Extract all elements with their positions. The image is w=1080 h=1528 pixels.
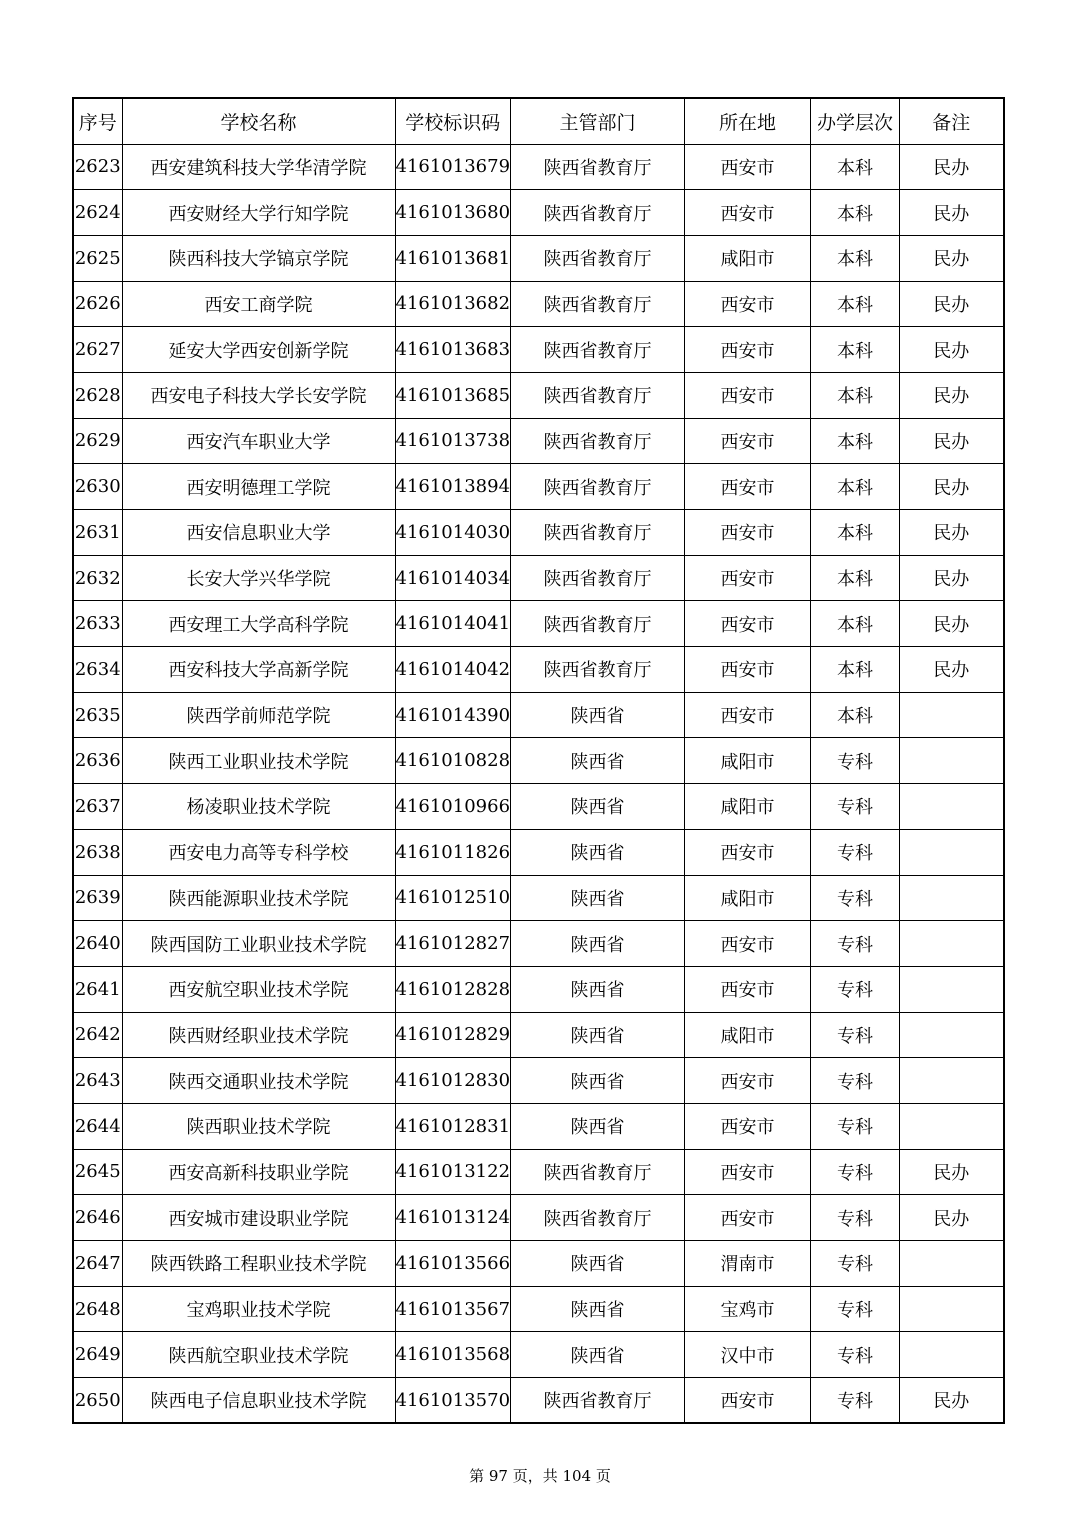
cell-school-name: 西安电子科技大学长安学院 (122, 372, 395, 418)
cell-location: 咸阳市 (685, 784, 811, 830)
cell-school-name: 西安城市建设职业学院 (122, 1195, 395, 1241)
table-row (73, 738, 1004, 784)
cell-location: 西安市 (685, 281, 811, 327)
cell-remark: 民办 (900, 601, 1004, 647)
cell-level: 本科 (811, 464, 900, 510)
cell-remark: 民办 (900, 555, 1004, 601)
cell-remark (900, 1332, 1004, 1378)
cell-level: 本科 (811, 144, 900, 190)
cell-seq: 2638 (73, 829, 122, 875)
cell-seq: 2630 (73, 464, 122, 510)
cell-location: 西安市 (685, 601, 811, 647)
cell-department: 陕西省教育厅 (511, 372, 685, 418)
cell-location: 西安市 (685, 1149, 811, 1195)
cell-level: 专科 (811, 1103, 900, 1149)
cell-location: 汉中市 (685, 1332, 811, 1378)
cell-school-name: 陕西能源职业技术学院 (122, 875, 395, 921)
cell-school-code: 4161013567 (395, 1286, 511, 1332)
cell-school-code: 4161012510 (395, 875, 511, 921)
cell-location: 宝鸡市 (685, 1286, 811, 1332)
cell-department: 陕西省 (511, 692, 685, 738)
table-header-row (73, 98, 1004, 144)
table-row (73, 1332, 1004, 1378)
cell-school-code: 4161012828 (395, 966, 511, 1012)
table-row (73, 190, 1004, 236)
cell-seq: 2645 (73, 1149, 122, 1195)
cell-school-code: 4161014042 (395, 647, 511, 693)
cell-school-name: 西安建筑科技大学华清学院 (122, 144, 395, 190)
cell-school-name: 西安电力高等专科学校 (122, 829, 395, 875)
cell-remark: 民办 (900, 464, 1004, 510)
cell-level: 专科 (811, 921, 900, 967)
cell-school-code: 4161010966 (395, 784, 511, 830)
cell-level: 专科 (811, 1378, 900, 1424)
cell-department: 陕西省教育厅 (511, 647, 685, 693)
table-row (73, 1149, 1004, 1195)
cell-department: 陕西省 (511, 1058, 685, 1104)
table-row (73, 784, 1004, 830)
cell-department: 陕西省 (511, 829, 685, 875)
cell-remark: 民办 (900, 190, 1004, 236)
cell-seq: 2643 (73, 1058, 122, 1104)
cell-seq: 2640 (73, 921, 122, 967)
cell-level: 专科 (811, 784, 900, 830)
table-row (73, 144, 1004, 190)
cell-school-name: 西安高新科技职业学院 (122, 1149, 395, 1195)
cell-seq: 2649 (73, 1332, 122, 1378)
cell-school-code: 4161013683 (395, 327, 511, 373)
table-row (73, 327, 1004, 373)
table-row (73, 1058, 1004, 1104)
cell-department: 陕西省 (511, 1286, 685, 1332)
cell-school-code: 4161012831 (395, 1103, 511, 1149)
cell-school-code: 4161014390 (395, 692, 511, 738)
cell-school-code: 4161013681 (395, 235, 511, 281)
cell-department: 陕西省 (511, 875, 685, 921)
cell-location: 西安市 (685, 1058, 811, 1104)
table-row (73, 555, 1004, 601)
cell-level: 本科 (811, 418, 900, 464)
table-row (73, 418, 1004, 464)
cell-location: 咸阳市 (685, 738, 811, 784)
cell-remark: 民办 (900, 144, 1004, 190)
cell-location: 渭南市 (685, 1241, 811, 1287)
cell-level: 本科 (811, 327, 900, 373)
cell-department: 陕西省教育厅 (511, 190, 685, 236)
table-row (73, 1241, 1004, 1287)
table-row (73, 966, 1004, 1012)
cell-remark: 民办 (900, 327, 1004, 373)
cell-school-name: 陕西国防工业职业技术学院 (122, 921, 395, 967)
cell-remark: 民办 (900, 372, 1004, 418)
cell-location: 西安市 (685, 555, 811, 601)
cell-location: 西安市 (685, 327, 811, 373)
cell-school-code: 4161012830 (395, 1058, 511, 1104)
cell-remark (900, 1058, 1004, 1104)
cell-department: 陕西省教育厅 (511, 555, 685, 601)
cell-school-name: 陕西铁路工程职业技术学院 (122, 1241, 395, 1287)
cell-department: 陕西省 (511, 1241, 685, 1287)
cell-level: 专科 (811, 966, 900, 1012)
table-row (73, 875, 1004, 921)
cell-school-code: 4161013124 (395, 1195, 511, 1241)
cell-school-name: 陕西电子信息职业技术学院 (122, 1378, 395, 1424)
cell-location: 西安市 (685, 921, 811, 967)
cell-school-name: 西安航空职业技术学院 (122, 966, 395, 1012)
cell-seq: 2623 (73, 144, 122, 190)
table-row (73, 921, 1004, 967)
cell-location: 西安市 (685, 1103, 811, 1149)
cell-level: 本科 (811, 190, 900, 236)
cell-school-name: 西安信息职业大学 (122, 510, 395, 556)
cell-seq: 2642 (73, 1012, 122, 1058)
cell-seq: 2632 (73, 555, 122, 601)
table-row (73, 372, 1004, 418)
cell-level: 专科 (811, 1286, 900, 1332)
cell-department: 陕西省 (511, 1332, 685, 1378)
cell-school-name: 西安财经大学行知学院 (122, 190, 395, 236)
cell-seq: 2637 (73, 784, 122, 830)
cell-school-code: 4161013568 (395, 1332, 511, 1378)
cell-department: 陕西省教育厅 (511, 281, 685, 327)
table-row (73, 235, 1004, 281)
cell-location: 西安市 (685, 1378, 811, 1424)
cell-location: 西安市 (685, 647, 811, 693)
cell-location: 西安市 (685, 144, 811, 190)
cell-seq: 2648 (73, 1286, 122, 1332)
cell-seq: 2625 (73, 235, 122, 281)
cell-school-code: 4161011826 (395, 829, 511, 875)
cell-level: 本科 (811, 692, 900, 738)
cell-school-code: 4161013122 (395, 1149, 511, 1195)
cell-school-code: 4161013738 (395, 418, 511, 464)
cell-seq: 2650 (73, 1378, 122, 1424)
cell-seq: 2629 (73, 418, 122, 464)
table-row (73, 464, 1004, 510)
cell-school-code: 4161013682 (395, 281, 511, 327)
cell-seq: 2627 (73, 327, 122, 373)
cell-department: 陕西省教育厅 (511, 235, 685, 281)
cell-level: 本科 (811, 235, 900, 281)
table-row (73, 1378, 1004, 1424)
table-row (73, 1012, 1004, 1058)
table-row (73, 601, 1004, 647)
header-location: 所在地 (685, 98, 811, 144)
cell-department: 陕西省 (511, 1012, 685, 1058)
cell-school-code: 4161014034 (395, 555, 511, 601)
cell-level: 专科 (811, 1195, 900, 1241)
cell-location: 咸阳市 (685, 875, 811, 921)
cell-school-code: 4161012829 (395, 1012, 511, 1058)
table-row (73, 510, 1004, 556)
cell-level: 本科 (811, 510, 900, 556)
cell-remark (900, 1241, 1004, 1287)
cell-school-code: 4161013685 (395, 372, 511, 418)
cell-seq: 2647 (73, 1241, 122, 1287)
cell-department: 陕西省教育厅 (511, 464, 685, 510)
cell-school-name: 陕西学前师范学院 (122, 692, 395, 738)
cell-remark: 民办 (900, 235, 1004, 281)
page-footer: 第 97 页，共 104 页 (469, 1467, 611, 1485)
cell-remark: 民办 (900, 418, 1004, 464)
cell-level: 本科 (811, 647, 900, 693)
cell-remark: 民办 (900, 647, 1004, 693)
cell-level: 本科 (811, 555, 900, 601)
cell-school-code: 4161012827 (395, 921, 511, 967)
table-row (73, 692, 1004, 738)
cell-level: 专科 (811, 1058, 900, 1104)
cell-remark (900, 1012, 1004, 1058)
cell-location: 西安市 (685, 1195, 811, 1241)
cell-department: 陕西省 (511, 738, 685, 784)
cell-seq: 2626 (73, 281, 122, 327)
cell-school-name: 陕西交通职业技术学院 (122, 1058, 395, 1104)
cell-location: 西安市 (685, 692, 811, 738)
table-row (73, 281, 1004, 327)
cell-department: 陕西省教育厅 (511, 510, 685, 556)
cell-seq: 2639 (73, 875, 122, 921)
cell-remark (900, 829, 1004, 875)
cell-school-code: 4161013566 (395, 1241, 511, 1287)
cell-school-code: 4161010828 (395, 738, 511, 784)
cell-school-name: 西安汽车职业大学 (122, 418, 395, 464)
cell-school-name: 陕西财经职业技术学院 (122, 1012, 395, 1058)
cell-remark (900, 738, 1004, 784)
cell-location: 西安市 (685, 418, 811, 464)
cell-location: 咸阳市 (685, 1012, 811, 1058)
table-row (73, 1195, 1004, 1241)
cell-remark (900, 966, 1004, 1012)
cell-school-name: 延安大学西安创新学院 (122, 327, 395, 373)
cell-school-code: 4161013570 (395, 1378, 511, 1424)
cell-seq: 2636 (73, 738, 122, 784)
cell-school-name: 陕西科技大学镐京学院 (122, 235, 395, 281)
cell-location: 西安市 (685, 966, 811, 1012)
cell-school-code: 4161014041 (395, 601, 511, 647)
cell-location: 西安市 (685, 829, 811, 875)
cell-department: 陕西省 (511, 921, 685, 967)
cell-seq: 2634 (73, 647, 122, 693)
cell-level: 专科 (811, 829, 900, 875)
cell-level: 专科 (811, 738, 900, 784)
table-row (73, 1103, 1004, 1149)
cell-school-name: 陕西工业职业技术学院 (122, 738, 395, 784)
cell-level: 专科 (811, 875, 900, 921)
cell-department: 陕西省 (511, 784, 685, 830)
cell-department: 陕西省教育厅 (511, 1195, 685, 1241)
cell-remark: 民办 (900, 281, 1004, 327)
cell-school-name: 陕西航空职业技术学院 (122, 1332, 395, 1378)
cell-department: 陕西省教育厅 (511, 418, 685, 464)
cell-school-name: 西安理工大学高科学院 (122, 601, 395, 647)
cell-seq: 2624 (73, 190, 122, 236)
header-department: 主管部门 (511, 98, 685, 144)
cell-level: 专科 (811, 1012, 900, 1058)
cell-seq: 2635 (73, 692, 122, 738)
cell-department: 陕西省教育厅 (511, 327, 685, 373)
cell-school-name: 西安明德理工学院 (122, 464, 395, 510)
cell-level: 本科 (811, 281, 900, 327)
cell-school-name: 宝鸡职业技术学院 (122, 1286, 395, 1332)
cell-school-name: 西安科技大学高新学院 (122, 647, 395, 693)
cell-remark (900, 1103, 1004, 1149)
cell-seq: 2644 (73, 1103, 122, 1149)
cell-level: 本科 (811, 372, 900, 418)
cell-remark: 民办 (900, 1149, 1004, 1195)
header-seq: 序号 (73, 98, 122, 144)
cell-department: 陕西省 (511, 966, 685, 1012)
cell-school-name: 杨凌职业技术学院 (122, 784, 395, 830)
cell-level: 专科 (811, 1241, 900, 1287)
header-level: 办学层次 (811, 98, 900, 144)
cell-seq: 2631 (73, 510, 122, 556)
cell-school-name: 陕西职业技术学院 (122, 1103, 395, 1149)
cell-seq: 2628 (73, 372, 122, 418)
cell-level: 专科 (811, 1332, 900, 1378)
cell-school-code: 4161013894 (395, 464, 511, 510)
cell-location: 西安市 (685, 464, 811, 510)
cell-remark (900, 784, 1004, 830)
cell-location: 咸阳市 (685, 235, 811, 281)
table-body (73, 144, 1004, 1423)
cell-seq: 2641 (73, 966, 122, 1012)
header-school-code: 学校标识码 (395, 98, 511, 144)
cell-location: 西安市 (685, 372, 811, 418)
cell-department: 陕西省教育厅 (511, 144, 685, 190)
cell-remark (900, 692, 1004, 738)
cell-school-name: 西安工商学院 (122, 281, 395, 327)
cell-location: 西安市 (685, 190, 811, 236)
table-row (73, 647, 1004, 693)
cell-department: 陕西省教育厅 (511, 1149, 685, 1195)
cell-remark (900, 1286, 1004, 1332)
cell-remark: 民办 (900, 1195, 1004, 1241)
cell-remark (900, 921, 1004, 967)
cell-remark: 民办 (900, 1378, 1004, 1424)
cell-remark (900, 875, 1004, 921)
cell-school-name: 长安大学兴华学院 (122, 555, 395, 601)
header-school-name: 学校名称 (122, 98, 395, 144)
cell-department: 陕西省教育厅 (511, 1378, 685, 1424)
header-remark: 备注 (900, 98, 1004, 144)
cell-department: 陕西省教育厅 (511, 601, 685, 647)
cell-remark: 民办 (900, 510, 1004, 556)
cell-school-code: 4161013679 (395, 144, 511, 190)
cell-level: 专科 (811, 1149, 900, 1195)
cell-school-code: 4161013680 (395, 190, 511, 236)
cell-school-code: 4161014030 (395, 510, 511, 556)
cell-seq: 2646 (73, 1195, 122, 1241)
cell-level: 本科 (811, 601, 900, 647)
school-list-table (72, 97, 1005, 1424)
table-row (73, 1286, 1004, 1332)
cell-location: 西安市 (685, 510, 811, 556)
cell-seq: 2633 (73, 601, 122, 647)
cell-department: 陕西省 (511, 1103, 685, 1149)
table-row (73, 829, 1004, 875)
